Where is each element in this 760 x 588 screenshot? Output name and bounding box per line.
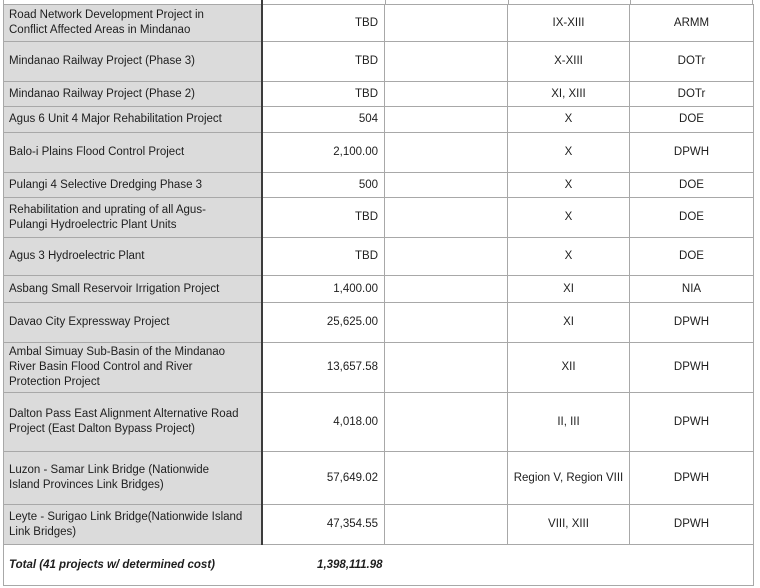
- project-region-cell: II, III: [508, 393, 630, 452]
- project-agency-cell: DOTr: [630, 42, 754, 82]
- table-row: [4, 505, 754, 545]
- empty-cell: [385, 303, 508, 343]
- project-cost-cell: 13,657.58: [262, 343, 385, 393]
- project-name-cell: Agus 6 Unit 4 Major Rehabilitation Project: [4, 107, 262, 133]
- empty-cell: [385, 133, 508, 173]
- project-region-cell: XI, XIII: [508, 82, 630, 107]
- table-row: [4, 452, 754, 505]
- total-row: [4, 545, 754, 586]
- projects-table: [3, 4, 754, 586]
- project-name-cell: Pulangi 4 Selective Dredging Phase 3: [4, 173, 262, 198]
- table-row: [4, 238, 754, 276]
- project-agency-cell: DPWH: [630, 303, 754, 343]
- table-row: [4, 303, 754, 343]
- project-cost-cell: 500: [262, 173, 385, 198]
- table-row: [4, 133, 754, 173]
- project-name-cell: Asbang Small Reservoir Irrigation Project: [4, 276, 262, 303]
- project-cost-cell: 1,400.00: [262, 276, 385, 303]
- project-region-cell: X: [508, 107, 630, 133]
- project-name-cell: Agus 3 Hydroelectric Plant: [4, 238, 262, 276]
- project-name-cell: Road Network Development Project in Conflict Affected Areas in Mindanao: [4, 5, 262, 42]
- project-name-cell: Rehabilitation and uprating of all Agus-Pulangi Hydroelectric Plant Units: [4, 198, 262, 238]
- project-cost-cell: 57,649.02: [262, 452, 385, 505]
- empty-cell: [385, 393, 508, 452]
- table-row: [4, 42, 754, 82]
- project-agency-cell: ARMM: [630, 5, 754, 42]
- project-name-cell: Dalton Pass East Alignment Alternative Road Project (East Dalton Bypass Project): [4, 393, 262, 452]
- empty-cell: [385, 173, 508, 198]
- table-row: [4, 393, 754, 452]
- project-region-cell: IX-XIII: [508, 5, 630, 42]
- empty-cell: [385, 452, 508, 505]
- empty-cell: [385, 238, 508, 276]
- project-agency-cell: DPWH: [630, 393, 754, 452]
- project-region-cell: XI: [508, 276, 630, 303]
- project-region-cell: XI: [508, 303, 630, 343]
- project-name-cell: Luzon - Samar Link Bridge (Nationwide Island Provinces Link Bridges): [4, 452, 262, 505]
- total-value: 1,398,111.98: [262, 545, 385, 586]
- table-row: [4, 276, 754, 303]
- total-row-filler: [385, 545, 754, 586]
- project-agency-cell: NIA: [630, 276, 754, 303]
- project-agency-cell: DOE: [630, 238, 754, 276]
- project-region-cell: Region V, Region VIII: [508, 452, 630, 505]
- project-cost-cell: TBD: [262, 238, 385, 276]
- project-name-cell: Mindanao Railway Project (Phase 2): [4, 82, 262, 107]
- project-cost-cell: TBD: [262, 82, 385, 107]
- table-row: [4, 82, 754, 107]
- table-row: [4, 173, 754, 198]
- empty-cell: [385, 276, 508, 303]
- project-region-cell: X: [508, 133, 630, 173]
- project-cost-cell: TBD: [262, 5, 385, 42]
- project-cost-cell: TBD: [262, 42, 385, 82]
- table-row: [4, 107, 754, 133]
- table-row: [4, 343, 754, 393]
- project-name-cell: Mindanao Railway Project (Phase 3): [4, 42, 262, 82]
- project-agency-cell: DOE: [630, 173, 754, 198]
- project-name-cell: Ambal Simuay Sub-Basin of the Mindanao River Basin Flood Control and River Protection Project: [4, 343, 262, 393]
- project-region-cell: X-XIII: [508, 42, 630, 82]
- empty-cell: [385, 42, 508, 82]
- project-region-cell: X: [508, 238, 630, 276]
- project-agency-cell: DPWH: [630, 343, 754, 393]
- project-cost-cell: 47,354.55: [262, 505, 385, 545]
- table-body: [4, 5, 754, 545]
- project-agency-cell: DPWH: [630, 452, 754, 505]
- empty-cell: [385, 5, 508, 42]
- project-cost-cell: TBD: [262, 198, 385, 238]
- total-label: Total (41 projects w/ determined cost): [4, 545, 262, 586]
- empty-cell: [385, 82, 508, 107]
- project-cost-cell: 504: [262, 107, 385, 133]
- empty-cell: [385, 343, 508, 393]
- project-name-cell: Leyte - Surigao Link Bridge(Nationwide Island Link Bridges): [4, 505, 262, 545]
- project-agency-cell: DOTr: [630, 82, 754, 107]
- project-agency-cell: DOE: [630, 107, 754, 133]
- project-region-cell: XII: [508, 343, 630, 393]
- project-region-cell: X: [508, 198, 630, 238]
- project-cost-cell: 2,100.00: [262, 133, 385, 173]
- empty-cell: [385, 505, 508, 545]
- table-row: [4, 5, 754, 42]
- project-region-cell: X: [508, 173, 630, 198]
- project-name-cell: Balo-i Plains Flood Control Project: [4, 133, 262, 173]
- empty-cell: [385, 198, 508, 238]
- project-region-cell: VIII, XIII: [508, 505, 630, 545]
- project-agency-cell: DOE: [630, 198, 754, 238]
- project-agency-cell: DPWH: [630, 505, 754, 545]
- empty-cell: [385, 107, 508, 133]
- project-cost-cell: 25,625.00: [262, 303, 385, 343]
- project-name-cell: Davao City Expressway Project: [4, 303, 262, 343]
- table-row: [4, 198, 754, 238]
- project-cost-cell: 4,018.00: [262, 393, 385, 452]
- project-agency-cell: DPWH: [630, 133, 754, 173]
